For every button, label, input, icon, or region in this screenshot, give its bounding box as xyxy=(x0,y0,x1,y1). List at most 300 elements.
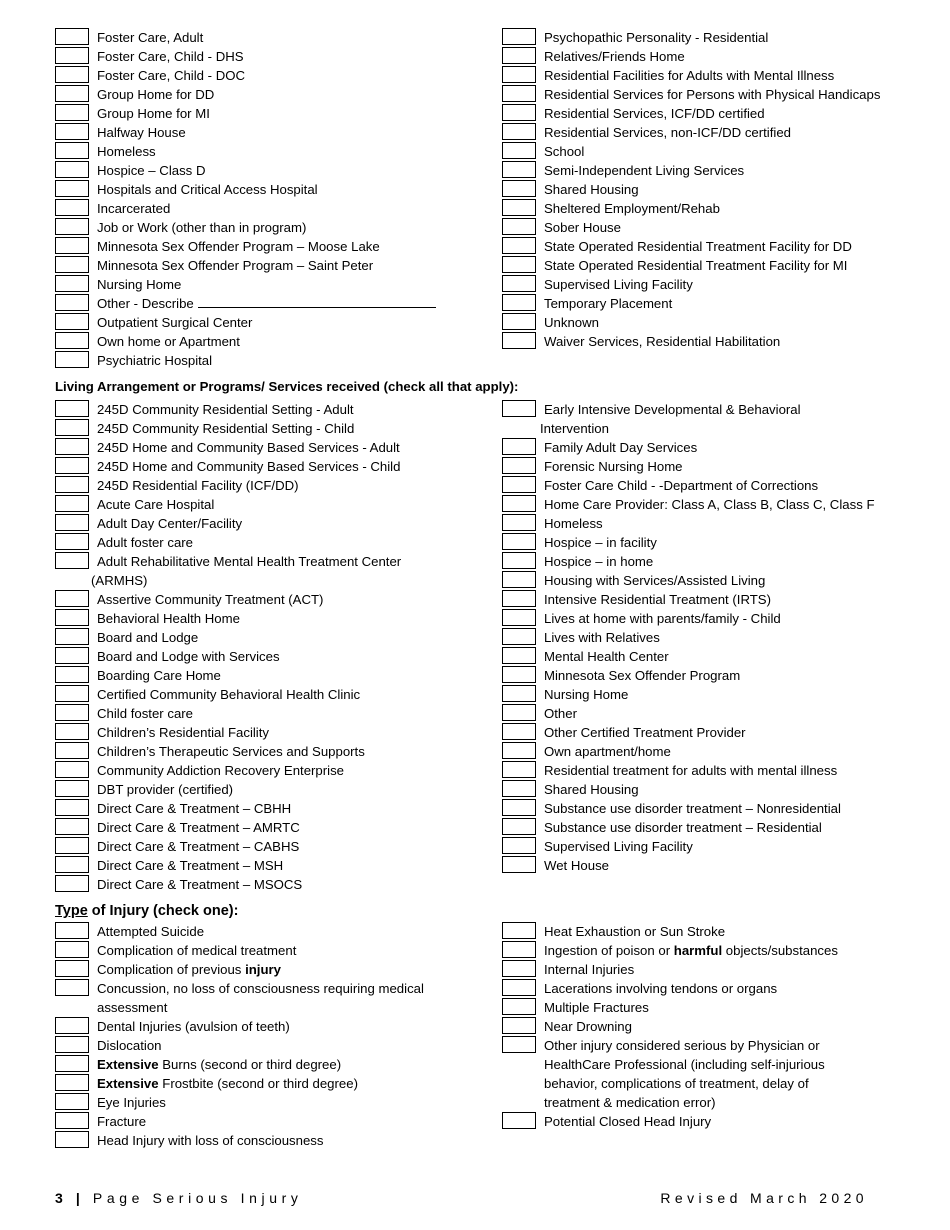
heading-rest: of Injury (check one): xyxy=(87,903,239,919)
checkbox-row xyxy=(502,514,942,533)
checkbox-label-continued: assessment xyxy=(97,1000,168,1015)
checkbox[interactable] xyxy=(502,180,536,197)
checkbox-row xyxy=(55,1055,475,1074)
checkbox-row xyxy=(502,685,942,704)
checkbox-row xyxy=(55,47,475,66)
checkbox-row xyxy=(502,237,942,256)
checkbox-label: Heat Exhaustion or Sun Stroke xyxy=(544,924,726,939)
checkbox[interactable] xyxy=(55,647,89,664)
checkbox[interactable] xyxy=(502,723,536,740)
checkbox-label: Minnesota Sex Offender Program – Moose Lake xyxy=(97,239,380,254)
label-part: Ingestion of poison or xyxy=(544,943,674,958)
checkbox[interactable] xyxy=(502,161,536,178)
checkbox-row xyxy=(502,552,942,571)
checkbox-row xyxy=(502,941,942,960)
checkbox-row xyxy=(55,960,475,979)
checkbox[interactable] xyxy=(502,85,536,102)
checkbox[interactable] xyxy=(55,313,89,330)
checkbox[interactable] xyxy=(55,85,89,102)
checkbox-row xyxy=(502,332,942,351)
checkbox[interactable] xyxy=(55,799,89,816)
checkbox-row xyxy=(502,979,942,998)
checkbox-row xyxy=(55,332,475,351)
checkbox-row xyxy=(55,685,475,704)
checkbox-label: Foster Care, Child - DHS xyxy=(97,49,244,64)
checkbox-label: Forensic Nursing Home xyxy=(544,459,683,474)
checkbox-label: Other injury considered serious by Physician or xyxy=(544,1038,820,1053)
checkbox-label: Community Addiction Recovery Enterprise xyxy=(97,763,345,778)
checkbox-label: Certified Community Behavioral Health Clinic xyxy=(97,687,361,702)
describe-blank-line[interactable] xyxy=(198,294,436,308)
checkbox-label: Eye Injuries xyxy=(97,1095,166,1110)
checkbox[interactable] xyxy=(55,123,89,140)
checkbox-label: Children’s Residential Facility xyxy=(97,725,269,740)
checkbox-label: Minnesota Sex Offender Program – Saint Peter xyxy=(97,258,374,273)
checkbox-row xyxy=(55,514,475,533)
checkbox-label: Foster Care, Adult xyxy=(97,30,204,45)
checkbox-label: Outpatient Surgical Center xyxy=(97,315,253,330)
checkbox[interactable] xyxy=(55,351,89,368)
checkbox[interactable] xyxy=(502,761,536,778)
checkbox-label: Direct Care & Treatment – CABHS xyxy=(97,839,300,854)
checkbox-label: Acute Care Hospital xyxy=(97,497,215,512)
checkbox-row xyxy=(55,1112,475,1131)
checkbox[interactable] xyxy=(55,66,89,83)
checkbox[interactable] xyxy=(502,332,536,349)
checkbox-label: Halfway House xyxy=(97,125,186,140)
checkbox-label: Potential Closed Head Injury xyxy=(544,1114,712,1129)
checkbox-row xyxy=(502,47,942,66)
label-continuation xyxy=(502,1093,942,1112)
checkbox[interactable] xyxy=(55,1036,89,1053)
checkbox[interactable] xyxy=(502,856,536,873)
checkbox-label-continued: Intervention xyxy=(540,421,609,436)
checkbox[interactable] xyxy=(55,837,89,854)
checkbox[interactable] xyxy=(502,1112,536,1129)
checkbox[interactable] xyxy=(55,609,89,626)
checkbox-label: Hospice – in facility xyxy=(544,535,657,550)
checkbox[interactable] xyxy=(55,419,89,436)
checkbox-label: Residential Services, non-ICF/DD certified xyxy=(544,125,791,140)
checkbox-row xyxy=(502,571,942,590)
checkbox-row xyxy=(502,256,942,275)
checkbox-label: Attempted Suicide xyxy=(97,924,205,939)
checkbox[interactable] xyxy=(502,514,536,531)
checkbox[interactable] xyxy=(502,960,536,977)
checkbox-label: Residential Services for Persons with Physical Handicaps xyxy=(544,87,881,102)
checkbox[interactable] xyxy=(55,476,89,493)
checkbox[interactable] xyxy=(55,666,89,683)
checkbox[interactable] xyxy=(55,780,89,797)
checkbox[interactable] xyxy=(55,628,89,645)
checkbox[interactable] xyxy=(502,495,536,512)
type-of-injury-heading xyxy=(55,903,238,919)
checkbox-label: Direct Care & Treatment – CBHH xyxy=(97,801,292,816)
checkbox-label: Supervised Living Facility xyxy=(544,277,693,292)
checkbox-row xyxy=(502,142,942,161)
checkbox-label: 245D Community Residential Setting - Child xyxy=(97,421,355,436)
checkbox-label: State Operated Residential Treatment Facility for DD xyxy=(544,239,852,254)
checkbox[interactable] xyxy=(55,742,89,759)
page-footer-left xyxy=(55,1190,302,1206)
checkbox-row xyxy=(55,780,475,799)
checkbox-row xyxy=(55,723,475,742)
checkbox-label-continued: HealthCare Professional (including self-injurious xyxy=(544,1057,825,1072)
checkbox-label: Substance use disorder treatment – Nonresidential xyxy=(544,801,841,816)
checkbox[interactable] xyxy=(55,818,89,835)
checkbox[interactable] xyxy=(55,495,89,512)
checkbox-label: Housing with Services/Assisted Living xyxy=(544,573,766,588)
checkbox[interactable] xyxy=(55,457,89,474)
section2-left-column xyxy=(55,400,475,894)
checkbox[interactable] xyxy=(55,400,89,417)
checkbox-label: 245D Home and Community Based Services - Child xyxy=(97,459,401,474)
checkbox-label: Lives at home with parents/family - Child xyxy=(544,611,781,626)
checkbox-row xyxy=(502,180,942,199)
checkbox-label: Nursing Home xyxy=(544,687,629,702)
checkbox-label: Direct Care & Treatment – MSOCS xyxy=(97,877,303,892)
revised-date: Revised March 2020 xyxy=(660,1190,868,1206)
checkbox[interactable] xyxy=(55,1093,89,1110)
checkbox-row xyxy=(55,647,475,666)
checkbox-label: Early Intensive Developmental & Behavioral xyxy=(544,402,801,417)
checkbox-label-continued: treatment & medication error) xyxy=(544,1095,716,1110)
checkbox[interactable] xyxy=(55,856,89,873)
checkbox[interactable] xyxy=(502,313,536,330)
checkbox-row xyxy=(502,998,942,1017)
checkbox[interactable] xyxy=(502,142,536,159)
checkbox[interactable] xyxy=(502,685,536,702)
checkbox[interactable] xyxy=(55,161,89,178)
checkbox-label: Sheltered Employment/Rehab xyxy=(544,201,720,216)
checkbox[interactable] xyxy=(55,438,89,455)
checkbox-label: Head Injury with loss of consciousness xyxy=(97,1133,324,1148)
checkbox-label: Psychiatric Hospital xyxy=(97,353,213,368)
checkbox-label: Homeless xyxy=(544,516,603,531)
checkbox[interactable] xyxy=(55,256,89,273)
checkbox[interactable] xyxy=(502,400,536,417)
checkbox[interactable] xyxy=(502,47,536,64)
checkbox[interactable] xyxy=(502,66,536,83)
label-continuation xyxy=(55,998,475,1017)
checkbox[interactable] xyxy=(502,533,536,550)
checkbox[interactable] xyxy=(502,199,536,216)
checkbox-row xyxy=(55,533,475,552)
checkbox-label: Temporary Placement xyxy=(544,296,673,311)
checkbox-row xyxy=(55,495,475,514)
checkbox[interactable] xyxy=(55,199,89,216)
checkbox-label xyxy=(97,960,281,979)
checkbox-label: Group Home for DD xyxy=(97,87,215,102)
label-bold-part: Extensive xyxy=(97,1076,159,1091)
checkbox-label: Adult foster care xyxy=(97,535,194,550)
checkbox[interactable] xyxy=(55,142,89,159)
checkbox-label: Hospice – Class D xyxy=(97,163,206,178)
checkbox-row xyxy=(55,837,475,856)
checkbox-row xyxy=(55,28,475,47)
checkbox[interactable] xyxy=(502,922,536,939)
checkbox-row xyxy=(55,666,475,685)
checkbox[interactable] xyxy=(55,761,89,778)
checkbox-row xyxy=(55,275,475,294)
checkbox-label: Waiver Services, Residential Habilitation xyxy=(544,334,781,349)
checkbox-label: Complication of medical treatment xyxy=(97,943,297,958)
checkbox-row xyxy=(55,142,475,161)
checkbox-row xyxy=(55,351,475,370)
checkbox-row xyxy=(502,856,942,875)
checkbox-label: 245D Community Residential Setting - Adult xyxy=(97,402,354,417)
checkbox[interactable] xyxy=(502,647,536,664)
checkbox[interactable] xyxy=(502,780,536,797)
checkbox[interactable] xyxy=(55,960,89,977)
checkbox-label: Boarding Care Home xyxy=(97,668,221,683)
label-continuation xyxy=(55,571,475,590)
footer-separator: | xyxy=(67,1190,93,1206)
checkbox-label: Foster Care Child - -Department of Corrections xyxy=(544,478,819,493)
checkbox[interactable] xyxy=(502,666,536,683)
checkbox-label: Hospitals and Critical Access Hospital xyxy=(97,182,318,197)
checkbox-row xyxy=(55,313,475,332)
checkbox-row xyxy=(502,628,942,647)
checkbox-label: Psychopathic Personality - Residential xyxy=(544,30,769,45)
checkbox-label: Adult Day Center/Facility xyxy=(97,516,243,531)
checkbox-label-continued: (ARMHS) xyxy=(91,573,148,588)
checkbox[interactable] xyxy=(55,294,89,311)
checkbox[interactable] xyxy=(55,533,89,550)
checkbox-row xyxy=(55,476,475,495)
checkbox-label: Other - Describe xyxy=(97,296,194,311)
checkbox-row xyxy=(502,590,942,609)
checkbox-row xyxy=(502,742,942,761)
checkbox-label: 245D Residential Facility (ICF/DD) xyxy=(97,478,299,493)
checkbox-row xyxy=(55,590,475,609)
checkbox[interactable] xyxy=(55,1074,89,1091)
checkbox-row xyxy=(502,123,942,142)
checkbox-row xyxy=(55,85,475,104)
checkbox[interactable] xyxy=(502,818,536,835)
checkbox-row xyxy=(502,161,942,180)
checkbox-row xyxy=(55,742,475,761)
checkbox[interactable] xyxy=(55,685,89,702)
checkbox[interactable] xyxy=(55,979,89,996)
checkbox-row xyxy=(502,799,942,818)
checkbox[interactable] xyxy=(502,941,536,958)
checkbox-label: Own apartment/home xyxy=(544,744,671,759)
checkbox[interactable] xyxy=(502,218,536,235)
label-continuation xyxy=(502,1074,942,1093)
checkbox-label: Fracture xyxy=(97,1114,147,1129)
checkbox-row xyxy=(55,1036,475,1055)
section1-right-column xyxy=(502,28,942,351)
checkbox[interactable] xyxy=(55,1131,89,1148)
checkbox-row xyxy=(502,960,942,979)
checkbox-row xyxy=(502,438,942,457)
checkbox-row xyxy=(502,400,942,419)
checkbox-row xyxy=(55,66,475,85)
checkbox-row xyxy=(502,780,942,799)
checkbox-row xyxy=(55,419,475,438)
checkbox-label: Mental Health Center xyxy=(544,649,669,664)
checkbox-row xyxy=(55,1093,475,1112)
checkbox[interactable] xyxy=(502,609,536,626)
checkbox[interactable] xyxy=(502,476,536,493)
checkbox[interactable] xyxy=(502,275,536,292)
checkbox-row xyxy=(502,66,942,85)
checkbox-row xyxy=(502,1036,942,1055)
checkbox-row xyxy=(502,1112,942,1131)
checkbox-row xyxy=(55,941,475,960)
checkbox-label: Sober House xyxy=(544,220,621,235)
checkbox[interactable] xyxy=(502,438,536,455)
checkbox-label: Wet House xyxy=(544,858,609,873)
checkbox-row xyxy=(502,28,942,47)
checkbox[interactable] xyxy=(502,552,536,569)
checkbox-label: Concussion, no loss of consciousness requiring medical xyxy=(97,981,424,996)
checkbox-row xyxy=(55,104,475,123)
checkbox-row xyxy=(55,609,475,628)
checkbox-row xyxy=(55,457,475,476)
checkbox-label: Adult Rehabilitative Mental Health Treatment Center xyxy=(97,554,402,569)
checkbox-label-continued: behavior, complications of treatment, delay of xyxy=(544,1076,809,1091)
checkbox-row xyxy=(502,1017,942,1036)
checkbox-row xyxy=(502,294,942,313)
checkbox-row xyxy=(502,761,942,780)
label-part: Complication of previous xyxy=(97,962,246,977)
checkbox[interactable] xyxy=(502,123,536,140)
checkbox-row xyxy=(55,256,475,275)
checkbox[interactable] xyxy=(55,875,89,892)
checkbox-label: Shared Housing xyxy=(544,182,639,197)
checkbox[interactable] xyxy=(502,979,536,996)
checkbox-row xyxy=(502,647,942,666)
checkbox-label: Board and Lodge xyxy=(97,630,199,645)
checkbox[interactable] xyxy=(55,47,89,64)
checkbox-row xyxy=(55,199,475,218)
label-continuation xyxy=(502,1055,942,1074)
checkbox[interactable] xyxy=(55,237,89,254)
checkbox[interactable] xyxy=(55,275,89,292)
checkbox-row xyxy=(502,533,942,552)
checkbox[interactable] xyxy=(502,590,536,607)
checkbox[interactable] xyxy=(55,104,89,121)
section3-left-column xyxy=(55,922,475,1150)
checkbox[interactable] xyxy=(55,941,89,958)
checkbox[interactable] xyxy=(55,1055,89,1072)
checkbox[interactable] xyxy=(502,1017,536,1034)
checkbox[interactable] xyxy=(502,628,536,645)
checkbox-row xyxy=(502,666,942,685)
checkbox-row xyxy=(502,837,942,856)
checkbox[interactable] xyxy=(502,571,536,588)
section1-left-column xyxy=(55,28,475,370)
checkbox-label: Residential treatment for adults with mental illness xyxy=(544,763,838,778)
checkbox[interactable] xyxy=(502,104,536,121)
checkbox-row xyxy=(55,856,475,875)
checkbox-label: Nursing Home xyxy=(97,277,182,292)
checkbox[interactable] xyxy=(55,704,89,721)
checkbox[interactable] xyxy=(55,180,89,197)
checkbox-label xyxy=(97,1074,358,1093)
checkbox-row xyxy=(502,704,942,723)
checkbox-label: Group Home for MI xyxy=(97,106,210,121)
checkbox[interactable] xyxy=(55,723,89,740)
checkbox-label: Substance use disorder treatment – Residential xyxy=(544,820,822,835)
checkbox[interactable] xyxy=(55,514,89,531)
checkbox-label: Residential Services, ICF/DD certified xyxy=(544,106,765,121)
checkbox-label: 245D Home and Community Based Services - Adult xyxy=(97,440,400,455)
checkbox[interactable] xyxy=(502,294,536,311)
checkbox-label: Direct Care & Treatment – MSH xyxy=(97,858,284,873)
checkbox-label: Dental Injuries (avulsion of teeth) xyxy=(97,1019,290,1034)
checkbox-label: Intensive Residential Treatment (IRTS) xyxy=(544,592,771,607)
checkbox[interactable] xyxy=(55,1017,89,1034)
checkbox-row xyxy=(502,609,942,628)
checkbox[interactable] xyxy=(55,218,89,235)
checkbox[interactable] xyxy=(502,837,536,854)
checkbox-row xyxy=(502,495,942,514)
checkbox-row xyxy=(502,85,942,104)
checkbox-label: Near Drowning xyxy=(544,1019,632,1034)
label-bold-part: Extensive xyxy=(97,1057,159,1072)
checkbox[interactable] xyxy=(55,552,89,569)
checkbox[interactable] xyxy=(502,1036,536,1053)
checkbox-row xyxy=(502,818,942,837)
label-part: objects/substances xyxy=(722,943,838,958)
label-continuation xyxy=(502,419,942,438)
checkbox[interactable] xyxy=(502,237,536,254)
checkbox[interactable] xyxy=(55,332,89,349)
checkbox[interactable] xyxy=(502,742,536,759)
checkbox-label: Multiple Fractures xyxy=(544,1000,649,1015)
checkbox[interactable] xyxy=(502,704,536,721)
checkbox-label: State Operated Residential Treatment Facility for MI xyxy=(544,258,848,273)
checkbox-label: Family Adult Day Services xyxy=(544,440,698,455)
checkbox[interactable] xyxy=(55,922,89,939)
checkbox[interactable] xyxy=(55,1112,89,1129)
checkbox-row xyxy=(55,704,475,723)
label-part: Burns (second or third degree) xyxy=(158,1057,342,1072)
checkbox-label: Semi-Independent Living Services xyxy=(544,163,745,178)
label-bold-part: harmful xyxy=(673,943,723,958)
checkbox-row xyxy=(502,199,942,218)
section3-right-column xyxy=(502,922,942,1131)
checkbox-row xyxy=(502,457,942,476)
checkbox-label: Shared Housing xyxy=(544,782,639,797)
checkbox[interactable] xyxy=(502,799,536,816)
living-arrangement-heading: Living Arrangement or Programs/ Services received (check all that apply): xyxy=(55,379,519,394)
checkbox-label: Own home or Apartment xyxy=(97,334,240,349)
checkbox[interactable] xyxy=(55,28,89,45)
checkbox[interactable] xyxy=(502,256,536,273)
page-number: 3 xyxy=(55,1190,68,1206)
checkbox[interactable] xyxy=(502,457,536,474)
checkbox-label: Assertive Community Treatment (ACT) xyxy=(97,592,324,607)
checkbox[interactable] xyxy=(502,998,536,1015)
checkbox[interactable] xyxy=(55,590,89,607)
checkbox-row xyxy=(55,922,475,941)
checkbox-label: Minnesota Sex Offender Program xyxy=(544,668,741,683)
checkbox-row xyxy=(55,761,475,780)
checkbox-row xyxy=(55,979,475,998)
checkbox-row xyxy=(502,476,942,495)
checkbox-row xyxy=(502,313,942,332)
checkbox[interactable] xyxy=(502,28,536,45)
checkbox-row xyxy=(55,438,475,457)
label-bold-part: injury xyxy=(245,962,281,977)
checkbox-row xyxy=(55,875,475,894)
checkbox-row xyxy=(55,818,475,837)
checkbox-row xyxy=(502,922,942,941)
